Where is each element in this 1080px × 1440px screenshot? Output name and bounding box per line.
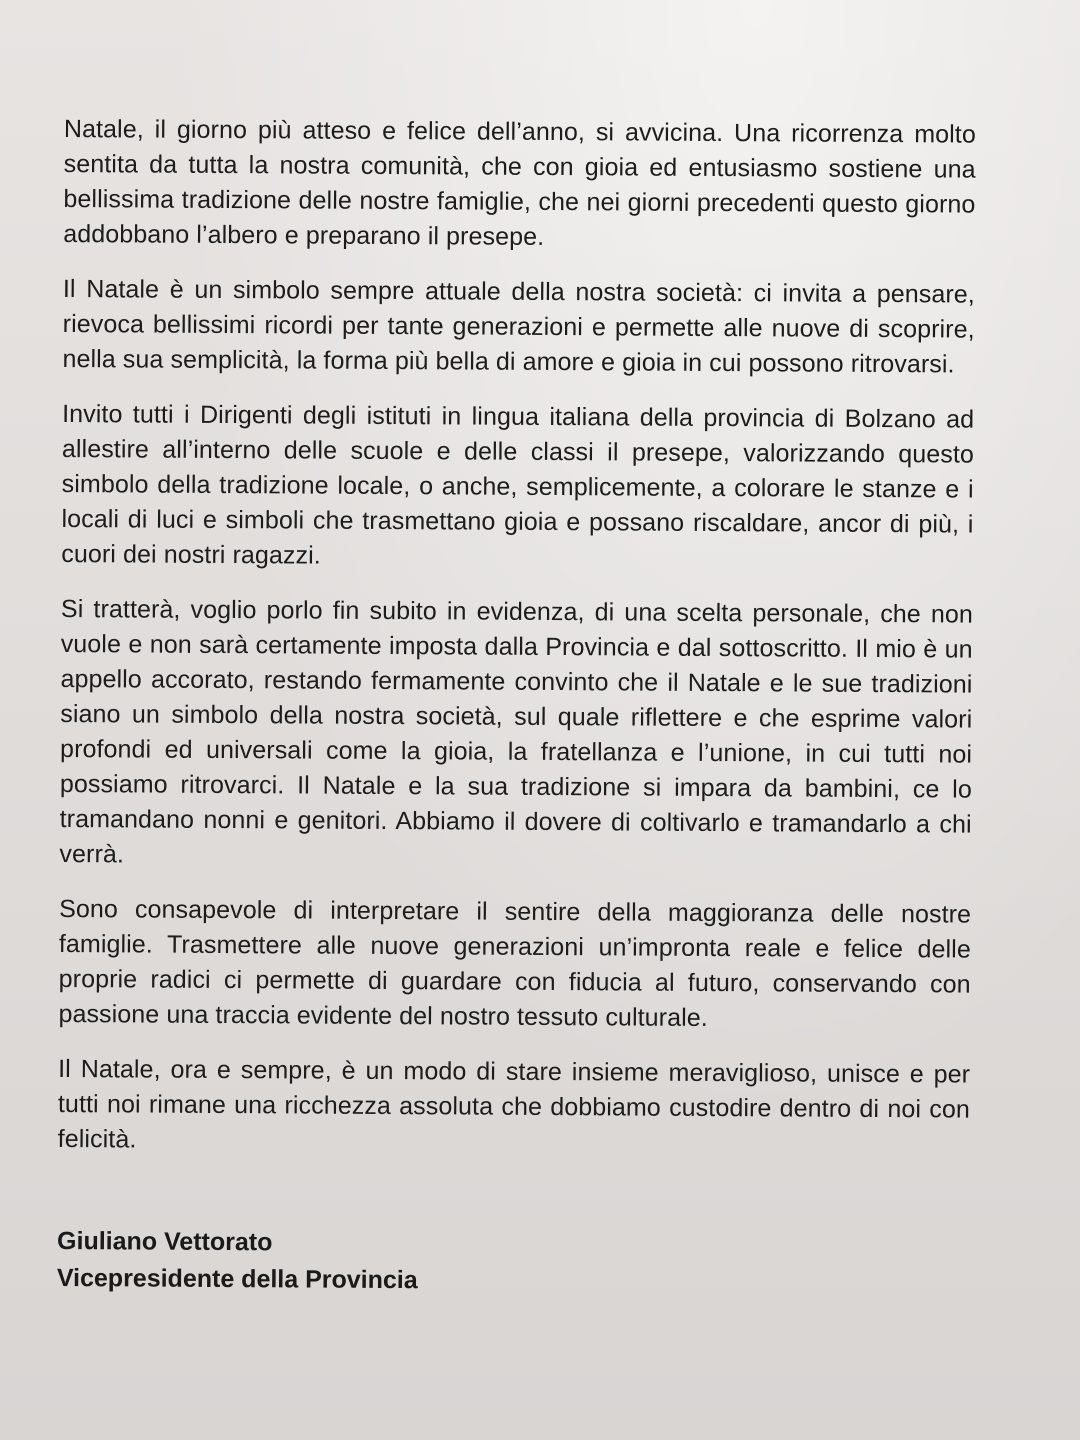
signature-name: Giuliano Vettorato (57, 1226, 273, 1257)
paragraph-6: Il Natale, ora e sempre, è un modo di stare insieme meraviglioso, unisce e per tutti noi rimane una ricchezza assoluta che dobbiamo custodire dentro di noi con felicità. (57, 1054, 971, 1154)
paragraph-4: Si tratterà, voglio porlo fin subito in evidenza, di una scelta personale, che non vuole e non sarà certamente imposta dalla Provincia e dal sottoscritto. Il mio è un appello accorato, restando fermamente convinto che il Natale e le sue tradizioni siano un simbolo della nostra società, sul quale riflettere e che esprime valori profondi ed universali come la gioia, la fratellanza e l’unione, in cui tutti noi possiamo ritrovarci. Il Natale e la sua tradizione si impara da bambini, ce lo tramandano nonni e genitori. Abbiamo il dovere di coltivarlo e tramandarlo a chi verrà. (59, 594, 974, 869)
paragraph-2: Il Natale è un simbolo sempre attuale della nostra società: ci invita a pensare, rievoca bellissimi ricordi per tante generazioni e permette alle nuove di scoprire, nella sua semplicità, la forma più bella di amore e gioia in cui possono ritrovarsi. (62, 274, 975, 379)
paragraph-1: Natale, il giorno più atteso e felice dell’anno, si avvicina. Una ricorrenza molto sentita da tutta la nostra comunità, che con gioia ed entusiasmo sostiene una bellissima tradizione delle nostre famiglie, che nei giorni precedenti questo giorno addobbano l’albero e preparano il presepe. (63, 114, 976, 251)
signature-role: Vicepresidente della Provincia (56, 1263, 418, 1295)
signature-block (57, 1223, 969, 1303)
paragraph-3: Invito tutti i Dirigenti degli istituti in lingua italiana della provincia di Bolzano ad allestire all’interno delle scuole e delle classi il presepe, valorizzando questo simbolo della tradizione locale, o anche, semplicemente, a colorare le stanze e i locali di luci e simboli che trasmettano gioia e possano riscaldare, ancor di più, i cuori dei nostri ragazzi. (61, 399, 975, 570)
letter-body (57, 112, 976, 1303)
paragraph-5: Sono consapevole di interpretare il sentire della maggioranza delle nostre famiglie. Trasmettere alle nuove generazioni un’impronta reale e felice delle proprie radici ci permette di guardare con fiducia al futuro, conservando con passione una traccia evidente del nostro tessuto culturale. (58, 894, 972, 1032)
